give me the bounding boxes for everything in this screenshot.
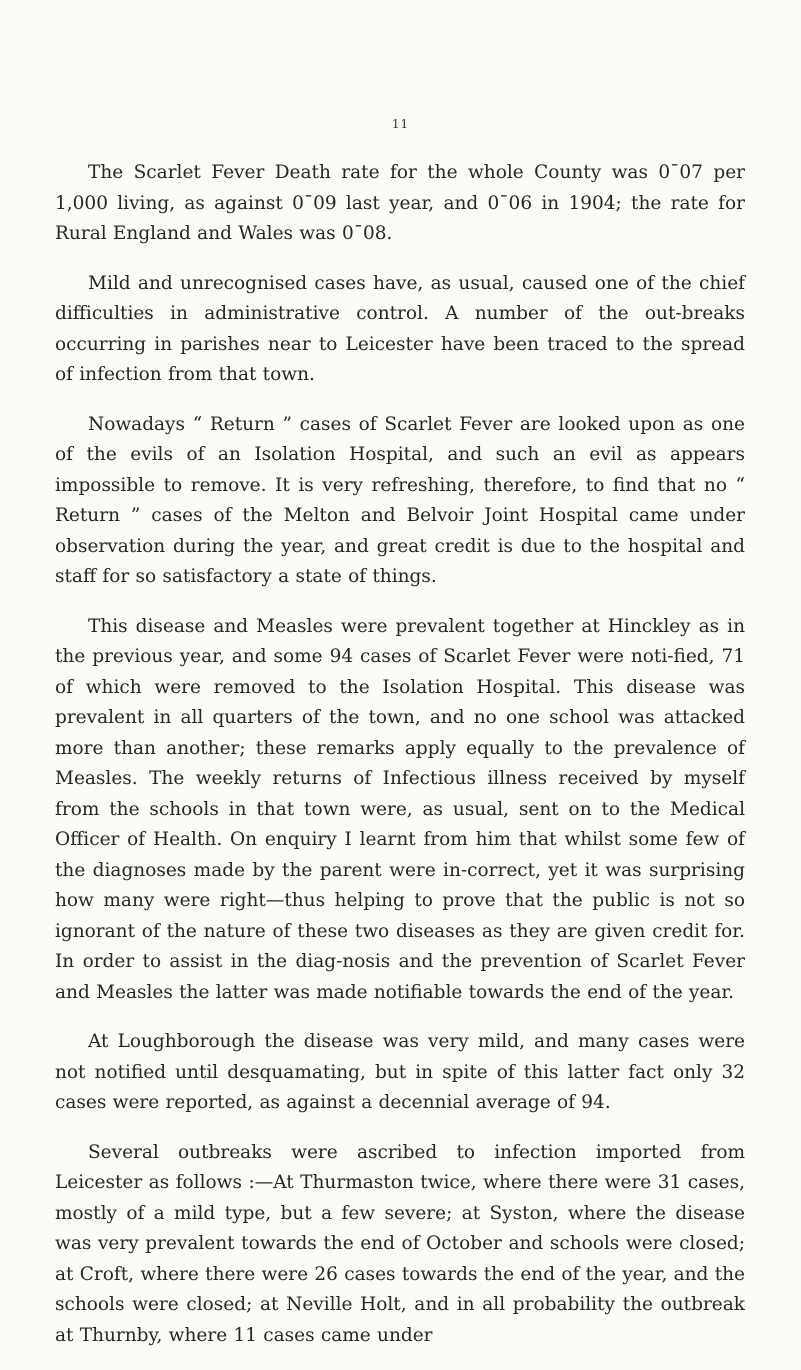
paragraph-leicester-outbreaks: Several outbreaks were ascribed to infection imported from Leicester as follows :—At Thurmaston twice, where there were 31 cases, mostly of a mild type, but a few severe; at Syston, where the disease was very prevalent towards the end of October and schools were closed; at Croft, where there were 26 cases towards the end of the year, and the schools were closed; at Neville Holt, and in all probability the outbreak at Thurnby, where 11 cases came under — [55, 1141, 745, 1346]
paragraph-hinckley: This disease and Measles were prevalent together at Hinckley as in the previous year, and some 94 cases of Scarlet Fever were noti-fied, 71 of which were removed to the Isolation Hospital. This disease was prevalent in all quarters of the town, and no one school was attacked more than another; these remarks apply equally to the prevalence of Measles. The weekly returns of Infectious illness received by myself from the schools in that town were, as usual, sent on to the Medical Officer of Health. On enquiry I learnt from him that whilst some few of the diagnoses made by the parent were in-correct, yet it was surprising how many were right—thus helping to prove that the public is not so ignorant of the nature of these two diseases as they are given credit for. In order to assist in the diag-nosis and the prevention of Scarlet Fever and Measles the latter was made notifiable towards the end of the year. — [55, 615, 745, 1003]
paragraph-scarlet-fever-death-rate: The Scarlet Fever Death rate for the whole County was 0ˉ07 per 1,000 living, as against 0ˉ09 last year, and 0ˉ06 in 1904; the rate for Rural England and Wales was 0ˉ08. — [55, 162, 745, 244]
paragraph-return-cases: Nowadays “ Return ” cases of Scarlet Fever are looked upon as one of the evils of an Isolation Hospital, and such an evil as appears impossible to remove. It is very refreshing, therefore, to find that no “ Return ” cases of the Melton and Belvoir Joint Hospital came under observation during the year, and great credit is due to the hospital and staff for so satisfactory a state of things. — [55, 413, 745, 587]
paragraph-unrecognised-cases: Mild and unrecognised cases have, as usual, caused one of the chief difficulties in administrative control. A number of the out-breaks occurring in parishes near to Leicester have been traced to the spread of infection from that town. — [55, 272, 745, 385]
body-text — [55, 158, 745, 1370]
paragraph-loughborough: At Loughborough the disease was very mild, and many cases were not notified until desquamating, but in spite of this latter fact only 32 cases were reported, as against a decennial average of 94. — [55, 1031, 745, 1113]
page-number: 11 — [391, 117, 410, 131]
